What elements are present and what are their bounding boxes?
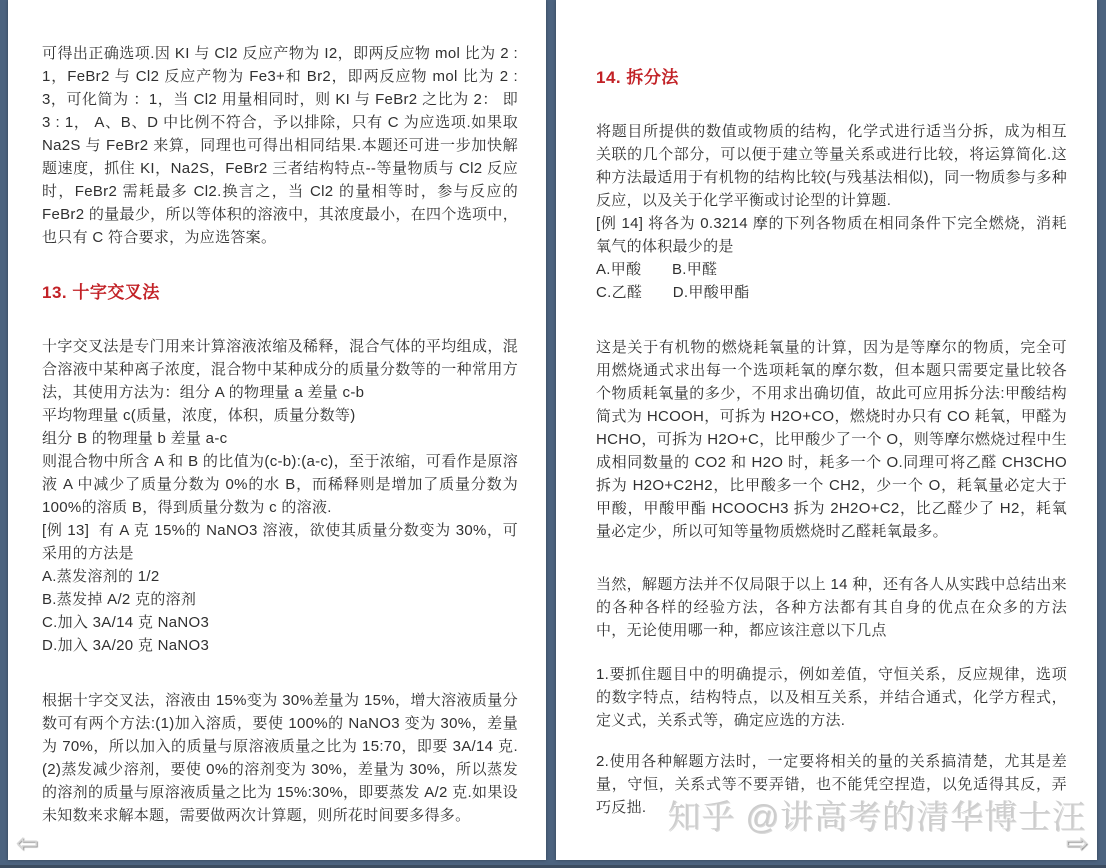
- example-13-statement: [例 13] 有 A 克 15%的 NaNO3 溶液，欲使其质量分数变为 30%，可采用的方法是: [42, 522, 518, 562]
- example-13-option-b: B.蒸发掉 A/2 克的溶剂: [42, 591, 197, 608]
- left-page: [8, 0, 546, 860]
- section-14-heading: 14. 拆分法: [596, 68, 679, 87]
- next-page-button[interactable]: [1062, 828, 1092, 858]
- example-14-options-row2: C.乙醛 D.甲酸甲酯: [596, 284, 750, 301]
- section-13-heading: 13. 十字交叉法: [42, 283, 160, 302]
- arrow-left-icon: ⇦: [15, 828, 39, 858]
- example-14-statement: [例 14] 将各为 0.3214 摩的下列各物质在相同条件下完全燃烧，消耗氧气的体积最少的是: [596, 215, 1067, 255]
- method-description-line: 将题目所提供的数值或物质的结构，化学式进行适当分拆，成为相互关联的几个部分，可以便于建立等量关系或进行比较，将运算简化.这种方法最适用于有机物的结构比较(与残基法相似)，同一物质参与多种反应，以及关于化学平衡或讨论型的计算题.: [596, 123, 1067, 209]
- method-description-line: 组分 B 的物理量 b 差量 a-c: [42, 430, 228, 447]
- example-13-option-c: C.加入 3A/14 克 NaNO3: [42, 614, 210, 631]
- prev-page-button[interactable]: [12, 828, 42, 858]
- section-14-analysis: 这是关于有机物的燃烧耗氧量的计算，因为是等摩尔的物质，完全可用燃烧通式求出每一个选项耗氧的摩尔数，但本题只需要定量比较各个物质耗氧量的多少，不用求出确切值，故此可应用拆分法:甲酸结构简式为 HCOOH，可拆为 H2O+CO，燃烧时办只有 CO 耗氧，甲醛为 HCHO，可拆为 H2O+C，比甲酸少了一个 O，则等摩尔燃烧过程中生成相同数量的 CO2 和 H2O 时，耗多一个 O.同理可将乙醛 CH3CHO 拆为 H2O+C2H2，比甲酸多一个 CH2，少一个 O，耗氧量必定大于甲酸，甲酸甲酯 HCOOCH3 拆为 2H2O+C2，比乙醛少了 H2，耗氧量必定少，所以可知等量物质燃烧时乙醛耗氧最多。: [596, 339, 1072, 540]
- right-page: [556, 0, 1097, 860]
- section-13-body: [42, 335, 523, 657]
- section-14-body: [596, 120, 1067, 304]
- example-13-option-d: D.加入 3A/20 克 NaNO3: [42, 637, 210, 654]
- method-description-line: 则混合物中所含 A 和 B 的比值为(c-b):(a-c)，至于浓缩，可看作是原溶液 A 中减少了质量分数为 0%的水 B，而稀释则是增加了质量分数为 100%的溶质 B，得到质量分数为 c 的溶液.: [42, 453, 523, 516]
- watermark: 知乎 @讲高考的清华博士汪: [667, 798, 1086, 835]
- arrow-right-icon: ⇨: [1065, 828, 1089, 858]
- example-14-options-row1: A.甲酸 B.甲醛: [596, 261, 718, 278]
- closing-paragraph: 当然，解题方法并不仅局限于以上 14 种，还有各人从实践中总结出来的各种各样的经验方法，各种方法都有其自身的优点在众多的方法中，无论使用哪一种，都应该注意以下几点: [596, 576, 1067, 639]
- note-1: 1.要抓住题目中的明确提示，例如差值，守恒关系，反应规律，选项的数字特点，结构特点，以及相互关系，并结合通式，化学方程式，定义式，关系式等，确定应选的方法.: [596, 666, 1067, 729]
- method-description-line: 平均物理量 c(质量，浓度，体积，质量分数等): [42, 407, 356, 424]
- continuation-paragraph: 可得出正确选项.因 KI 与 Cl2 反应产物为 I2，即两反应物 mol 比为 2 : 1，FeBr2 与 Cl2 反应产物为 Fe3+和 Br2，即两反应物 mol 比为 2 : 3，可化简为 ：1，当 Cl2 用量相同时，则 KI 与 FeBr2 之比为 2： 即 3 : 1， A、B、D 中比例不符合，予以排除，只有 C 为应选项.如果取 Na2S 与 FeBr2 来算，同理也可得出相同结果.本题还可进一步加快解题速度，抓住 KI，Na2S，FeBr2 三者结构特点--等量物质与 Cl2 反应时，FeBr2 需耗最多 Cl2.换言之，当 Cl2 的量相等时，参与反应的 FeBr2 的量最少，所以等体积的溶液中，其浓度最小，在四个选项中，也只有 C 符合要求，为应选答案。: [42, 45, 523, 246]
- section-13-analysis: 根据十字交叉法，溶液由 15%变为 30%差量为 15%，增大溶液质量分数可有两个方法:(1)加入溶质，要使 100%的 NaNO3 变为 30%，差量为 70%，所以加入的质量与原溶液质量之比为 15:70，即要 3A/14 克.(2)蒸发减少溶剂，要使 0%的溶剂变为 30%，差量为 30%，所以蒸发的溶剂的质量与原溶液质量之比为 15%:30%，即要蒸发 A/2 克.如果设未知数来求解本题，需要做两次计算题，则所花时间要多得多。: [42, 692, 518, 824]
- method-description-line: 十字交叉法是专门用来计算溶液浓缩及稀释，混合气体的平均组成，混合溶液中某种离子浓度，混合物中某种成分的质量分数等的一种常用方法，其使用方法为：组分 A 的物理量 a 差量 c-b: [42, 338, 518, 401]
- note-2: 2.使用各种解题方法时，一定要将相关的量的关系搞清楚，尤其是差量，守恒，关系式等不要弄错，也不能凭空捏造，以免适得其反，弄巧反拙.: [596, 753, 1067, 816]
- example-13-option-a: A.蒸发溶剂的 1/2: [42, 568, 160, 585]
